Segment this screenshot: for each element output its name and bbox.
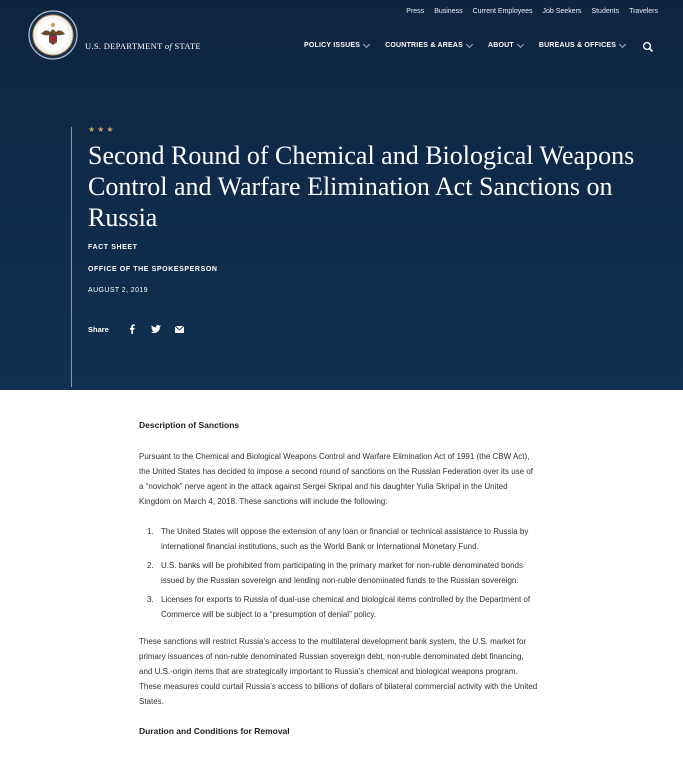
chevron-down-icon xyxy=(619,40,626,47)
list-item xyxy=(147,558,539,588)
divider-line xyxy=(71,127,72,387)
main-nav xyxy=(304,42,625,49)
nav-policy-issues[interactable] xyxy=(304,42,369,49)
document-type: FACT SHEET xyxy=(88,244,138,251)
publish-date: AUGUST 2, 2019 xyxy=(88,287,148,294)
twitter-icon[interactable] xyxy=(151,324,161,334)
utility-link-students[interactable]: Students xyxy=(591,8,620,15)
facebook-icon[interactable] xyxy=(127,324,137,334)
nav-countries-areas[interactable] xyxy=(385,42,472,49)
section-heading-duration: Duration and Conditions for Removal xyxy=(139,726,290,736)
intro-paragraph: Pursuant to the Chemical and Biological Weapons Control and Warfare Elimination Act of 1991 (the CBW Act), the United States has decided to impose a second round of sanctions on the Russian Federation over its use of a “novichok” nerve agent in the attack against Sergei Skripal and his daughter Yulia Skripal in the United Kingdom on March 4, 2018. These sanctions will include the following: xyxy=(139,452,534,506)
utility-link-current-employees[interactable]: Current Employees xyxy=(472,8,533,15)
list-number: 2. xyxy=(147,561,154,570)
search-icon[interactable] xyxy=(642,40,654,52)
seal-icon[interactable] xyxy=(28,10,78,60)
article-body xyxy=(139,418,539,755)
chevron-down-icon xyxy=(466,40,473,47)
chevron-down-icon xyxy=(517,40,524,47)
share-bar xyxy=(88,324,185,334)
utility-link-job-seekers[interactable]: Job Seekers xyxy=(542,8,582,15)
page-title: Second Round of Chemical and Biological Weapons Control and Warfare Elimination Act Sanctions on Russia xyxy=(88,141,635,232)
stars-ornament: ★★★ xyxy=(88,125,116,134)
list-item xyxy=(147,524,539,554)
nav-bureaus-offices[interactable] xyxy=(539,42,625,49)
nav-label: ABOUT xyxy=(487,42,514,49)
brand-wordmark[interactable] xyxy=(85,41,201,51)
utility-link-travelers[interactable]: Travelers xyxy=(629,8,658,15)
list-number: 3. xyxy=(147,595,154,604)
email-icon[interactable] xyxy=(175,324,185,334)
sanctions-list xyxy=(147,524,539,622)
brand-suffix: STATE xyxy=(172,41,201,51)
list-text: The United States will oppose the extension of any loan or financial or technical assistance to Russia by international financial institutions, such as the World Bank or International Monetary Fund. xyxy=(161,527,529,551)
brand-of: of xyxy=(164,41,173,51)
summary-paragraph: These sanctions will restrict Russia’s access to the multilateral development bank system, the U.S. market for primary issuances of non-ruble denominated Russian sovereign debt, non-ruble denominated debt financing, and U.S.-origin items that are strategically important to Russia’s chemical and biological weapons program. These measures could curtail Russia’s access to billions of dollars of bilateral commercial activity with the United States. xyxy=(139,637,538,706)
nav-label: POLICY ISSUES xyxy=(304,42,361,49)
list-item xyxy=(147,592,539,622)
nav-label: COUNTRIES & AREAS xyxy=(385,42,463,49)
chevron-down-icon xyxy=(363,40,370,47)
list-text: U.S. banks will be prohibited from participating in the primary market for non-ruble denominated bonds issued by the Russian sovereign and lending non-ruble denominated funds to the Russian sovereign. xyxy=(161,561,523,585)
list-number: 1. xyxy=(147,527,154,536)
office-label[interactable]: OFFICE OF THE SPOKESPERSON xyxy=(88,266,218,273)
utility-link-press[interactable]: Press xyxy=(406,8,425,15)
brand-prefix: U.S. DEPARTMENT xyxy=(85,41,165,51)
utility-link-business[interactable]: Business xyxy=(434,8,463,15)
nav-label: BUREAUS & OFFICES xyxy=(538,42,617,49)
share-label: Share xyxy=(88,324,109,334)
list-text: Licenses for exports to Russia of dual-use chemical and biological items controlled by the Department of Commerce will be subject to a “presumption of denial” policy. xyxy=(161,595,531,619)
nav-about[interactable] xyxy=(488,42,523,49)
section-heading-description: Description of Sanctions xyxy=(139,420,240,430)
utility-nav xyxy=(406,8,658,15)
